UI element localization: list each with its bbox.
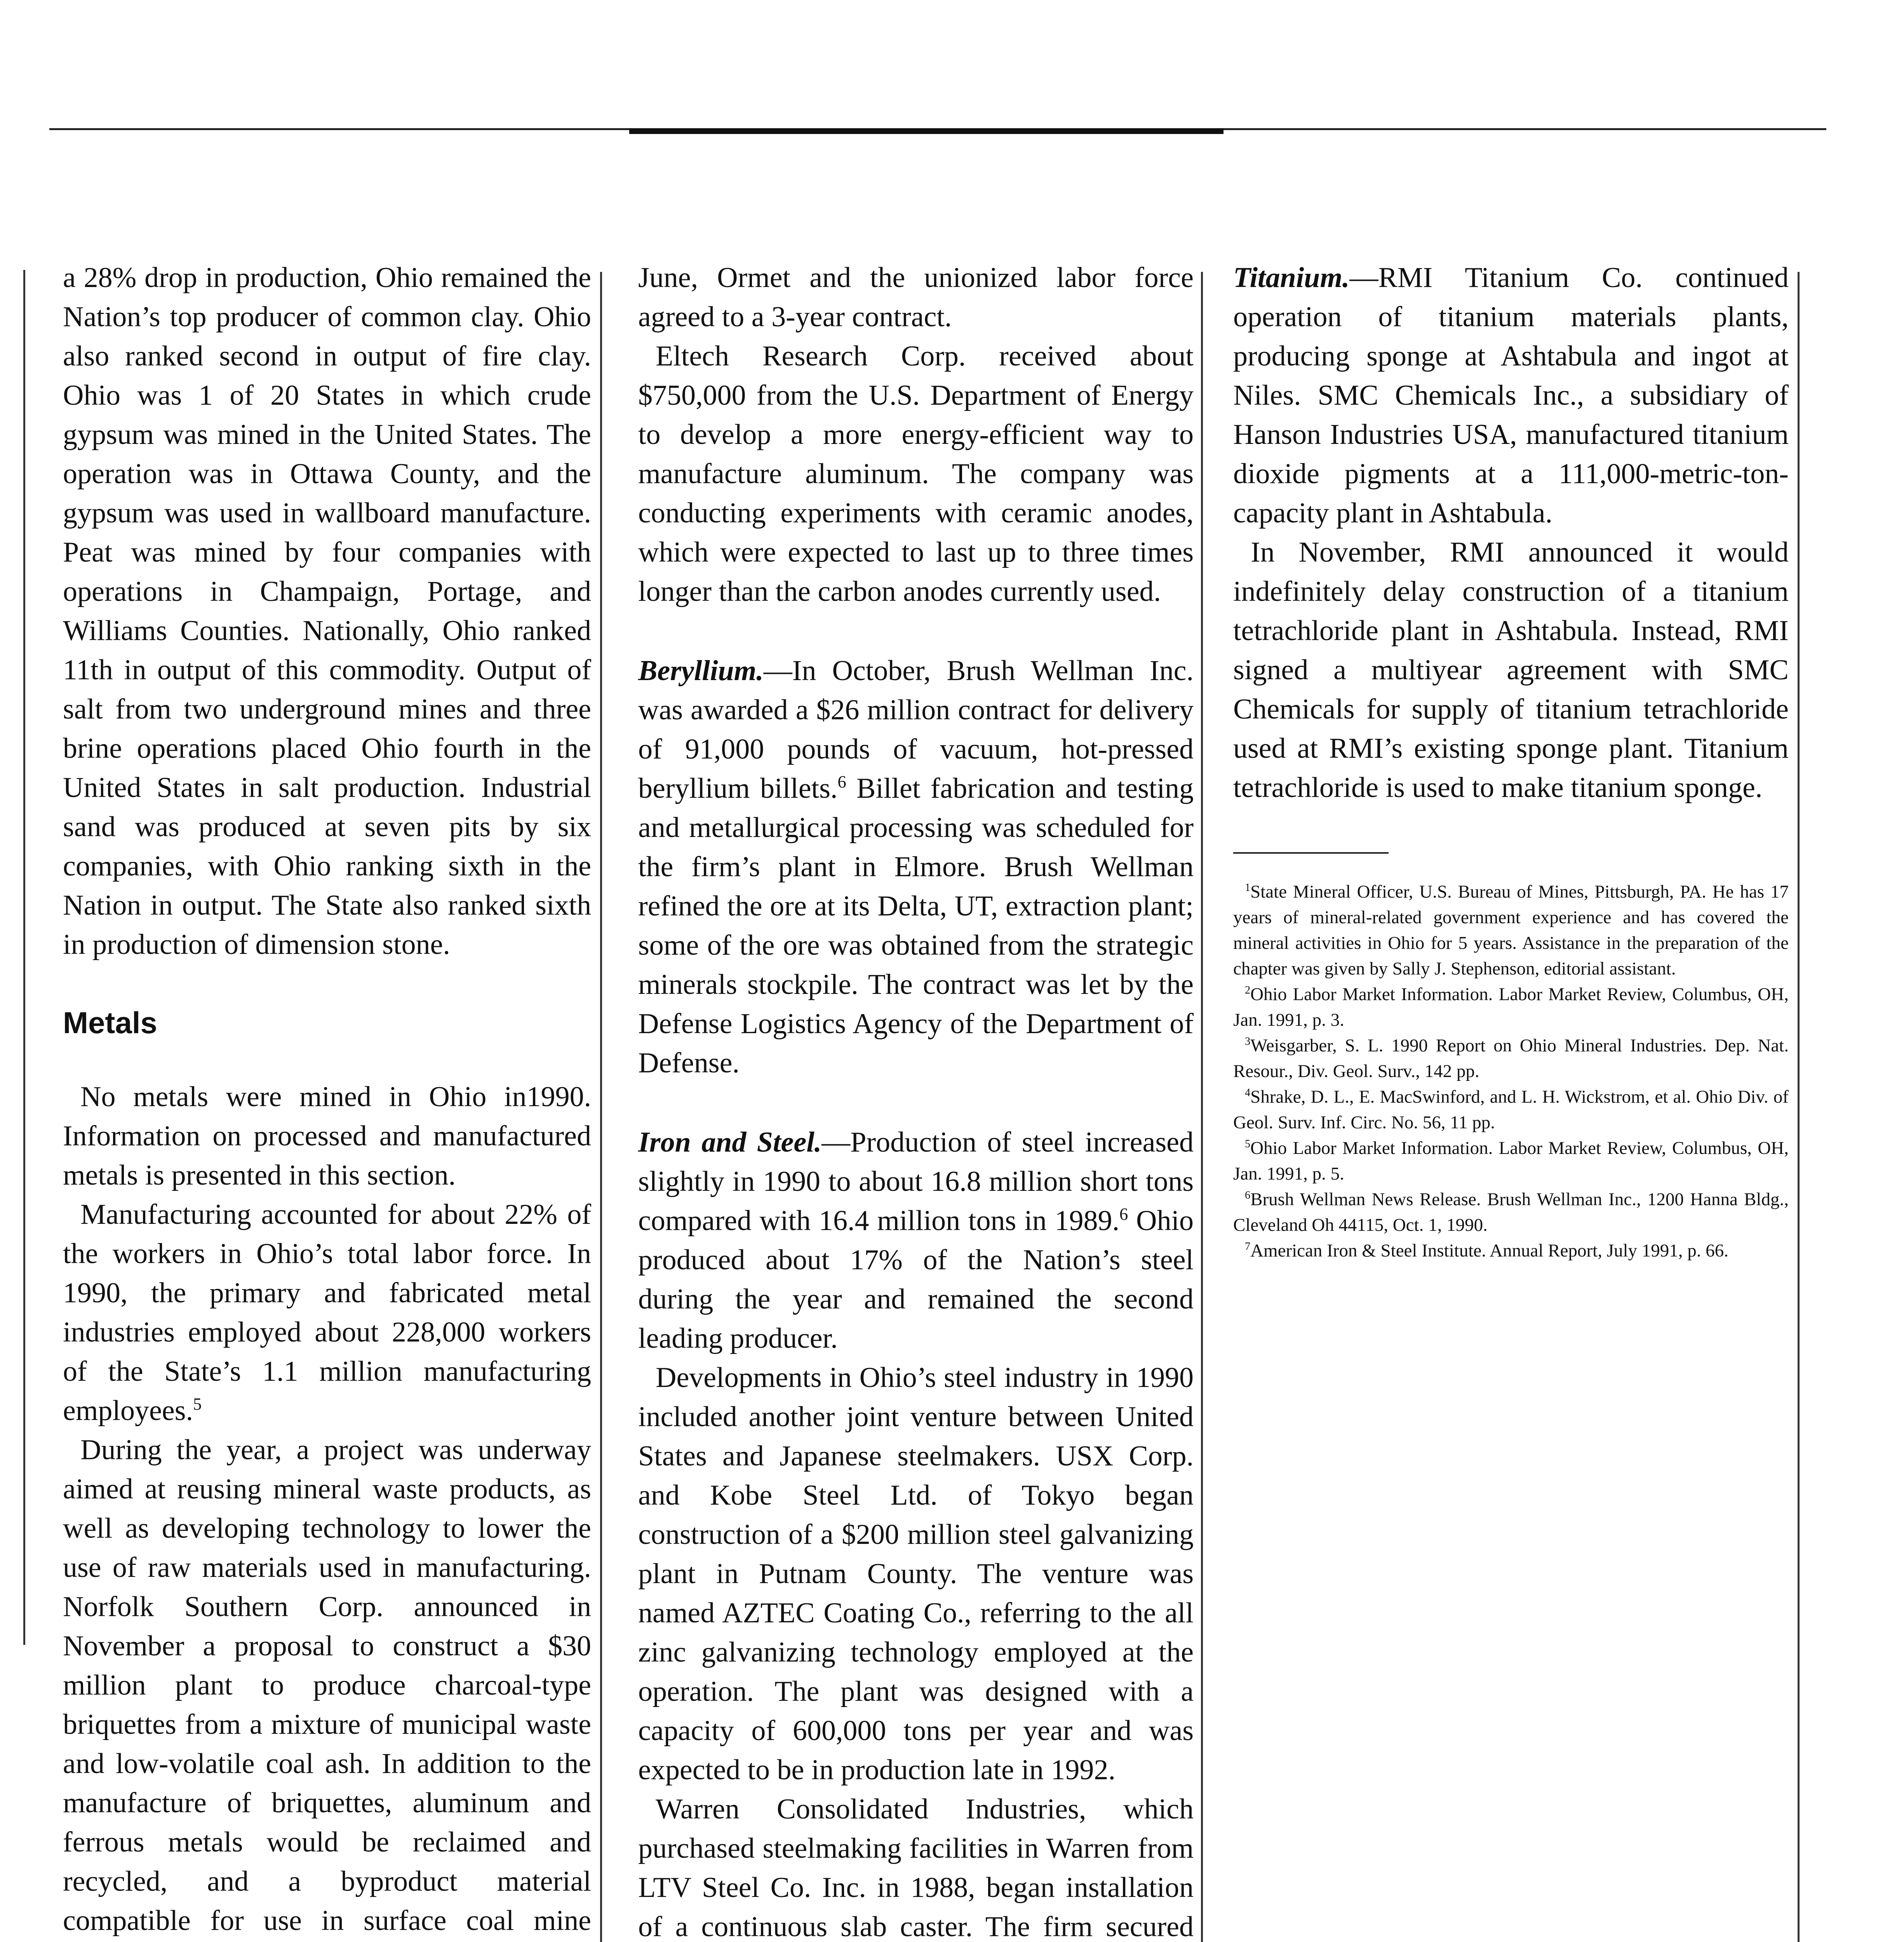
runin-titanium: Titanium. — [1233, 262, 1350, 294]
footnote: $^3$Weisgarber, S. L. 1990 Report on Ohio Mineral Industries. Dep. Nat. Resour., Div. Geol. Surv., 142 pp. — [1233, 1035, 1789, 1081]
column-rule-1 — [600, 272, 602, 1942]
paragraph-ormet-contract: June, Ormet and the unionized labor force agreed to a 3-year contract. — [638, 262, 1194, 333]
footnote: $^7$American Iron & Steel Institute. Annual Report, July 1991, p. 66. — [1245, 1241, 1729, 1261]
footnote-rule — [1233, 852, 1389, 854]
paragraph-industrial-minerals: a 28% drop in production, Ohio remained the Nation’s top producer of common clay. Ohio also ranked second in output of fire clay. Ohio was 1 of 20 States in which crude gypsum was mined in the United States. The operation was in Ottawa County, and the gypsum was used in wallboard manufacture. Peat was mined by four companies with operations in Champaign, Portage, and Williams Counties. Nationally, Ohio ranked 11th in output of this commodity. Output of salt from two underground mines and three brine operations placed Ohio fourth in the United States in salt production. Industrial sand was produced at seven pits by six companies, with Ohio ranking sixth in the Nation in output. The State also ranked sixth in production of dimension stone. — [63, 262, 591, 961]
paragraph-warren: Warren Consolidated Industries, which purchased steelmaking facilities in Warren from LTV Steel Co. Inc. in 1988, began installation of a continuous slab caster. The firm secured — [638, 1793, 1194, 1942]
paragraph-steel-developments: Developments in Ohio’s steel industry in 1990 included another joint venture between United States and Japanese steelmakers. USX Corp. and Kobe Steel Ltd. of Tokyo began construction of a $200 million steel galvanizing plant in Putnam County. The venture was named AZTEC Coating Co., referring to the all zinc galvanizing technology employed at the operation. The plant was designed with a capacity of 600,000 tons per year and was expected to be in production late in 1992. — [638, 1362, 1194, 1786]
column-rule-left — [23, 270, 25, 1645]
runin-iron-steel: Iron and Steel. — [638, 1126, 822, 1158]
column-3 — [1233, 258, 1789, 1263]
section-heading-metals: Metals — [63, 1006, 157, 1040]
paragraph-manufacturing: Manufacturing accounted for about 22% of the workers in Ohio’s total labor force. In 1990, the primary and fabricated metal industries employed about 228,000 workers of the State’s 1.1 million manufacturing employees.$^5$ — [63, 1199, 591, 1427]
column-1 — [63, 258, 591, 1942]
header-rule-accent — [629, 129, 1224, 134]
paragraph-mineral-waste: During the year, a project was underway aimed at reusing mineral waste products, as well as developing technology to lower the use of raw materials used in manufacturing. Norfolk Southern Corp. announced in November a proposal to construct a $30 million plant to produce charcoal-type briquettes from a mixture of municipal waste and low-volatile coal ash. In addition to the manufacture of briquettes, aluminum and ferrous metals would be reclaimed and recycled, and a byproduct material compatible for use in surface coal mine — [63, 1434, 591, 1937]
paragraph-beryllium: Beryllium.—In October, Brush Wellman Inc. was awarded a $26 million contract for delivery of 91,000 pounds of vacuum, hot-pressed beryllium billets.$^6$ Billet fabrication and testing and metallurgical processing was scheduled for the firm’s plant in Elmore. Brush Wellman refined the ore at its Delta, UT, extraction plant; some of the ore was obtained from the strategic minerals stockpile. The contract was let by the Defense Logistics Agency of the Department of Defense. — [638, 655, 1194, 1079]
paragraph-iron-steel: Iron and Steel.—Production of steel increased slightly in 1990 to about 16.8 million short tons compared with 16.4 million tons in 1989.$^6$ Ohio produced about 17% of the Nation’s steel during the year and remained the second leading producer. — [638, 1126, 1194, 1354]
footnote: $^4$Shrake, D. L., E. MacSwinford, and L. H. Wickstrom, et al. Ohio Div. of Geol. Surv. Inf. Circ. No. 56, 11 pp. — [1233, 1087, 1789, 1133]
runin-beryllium: Beryllium. — [638, 655, 764, 687]
footnote: $^6$Brush Wellman News Release. Brush Wellman Inc., 1200 Hanna Bldg., Cleveland Oh 44115, Oct. 1, 1990. — [1233, 1189, 1789, 1235]
footnote-ref: 6 — [837, 772, 846, 792]
footnote: $^5$Ohio Labor Market Information. Labor Market Review, Columbus, OH, Jan. 1991, p. 5. — [1233, 1138, 1789, 1184]
paragraph-no-metals: No metals were mined in Ohio in1990. Information on processed and manufactured metals is presented in this section. — [63, 1081, 591, 1191]
column-rule-right — [1798, 272, 1800, 1942]
footnote: $^2$Ohio Labor Market Information. Labor Market Review, Columbus, OH, Jan. 1991, p. 3. — [1233, 984, 1789, 1030]
footnote-ref: 6 — [1119, 1204, 1128, 1224]
paragraph-rmi: In November, RMI announced it would indefinitely delay construction of a titanium tetrachloride plant in Ashtabula. Instead, RMI signed a multiyear agreement with SMC Chemicals for supply of titanium tetrachloride used at RMI’s existing sponge plant. Titanium tetrachloride is used to make titanium sponge. — [1233, 536, 1789, 804]
column-2 — [638, 258, 1194, 1942]
footnotes — [1233, 879, 1789, 1263]
paragraph-eltech: Eltech Research Corp. received about $750,000 from the U.S. Department of Energy to develop a more energy-efficient way to manufacture aluminum. The company was conducting experiments with ceramic anodes, which were expected to last up to three times longer than the carbon anodes currently used. — [638, 340, 1194, 607]
paragraph-titanium: Titanium.—RMI Titanium Co. continued operation of titanium materials plants, producing sponge at Ashtabula and ingot at Niles. SMC Chemicals Inc., a subsidiary of Hanson Industries USA, manufactured titanium dioxide pigments at a 111,000-metric-ton-capacity plant in Ashtabula. — [1233, 262, 1789, 529]
column-rule-2 — [1201, 272, 1203, 1942]
footnote-ref: 5 — [193, 1394, 202, 1414]
footnote: $^1$State Mineral Officer, U.S. Bureau of Mines, Pittsburgh, PA. He has 17 years of mineral-related government experience and has covered the mineral activities in Ohio for 5 years. Assistance in the preparation of the chapter was given by Sally J. Stephenson, editorial assistant. — [1233, 882, 1789, 979]
